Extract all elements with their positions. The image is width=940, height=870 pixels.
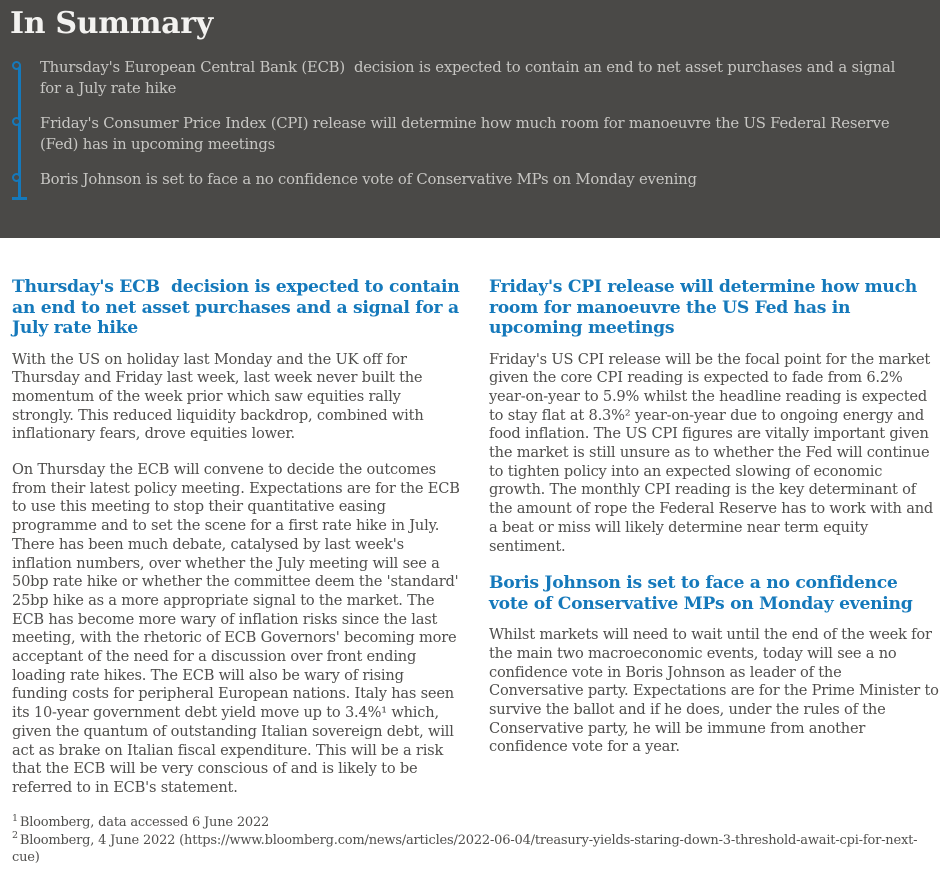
footnote-2	[12, 832, 930, 867]
footnote-marker: 2	[12, 830, 18, 842]
right-column	[489, 277, 939, 815]
section-heading-ecb: Thursday's ECB decision is expected to contain an end to net asset purchases and a signal for a July rate hike	[12, 277, 460, 338]
summary-band	[0, 0, 940, 238]
footnote-marker: 1	[12, 812, 18, 824]
footnotes	[12, 814, 930, 867]
left-column	[12, 277, 462, 815]
timeline-end-cap	[12, 197, 27, 200]
paragraph: Friday's US CPI release will be the focal point for the market given the core CPI reading is expected to fade from 6.2% year-on-year to 5.9% whilst the headline reading is expected to stay flat at 8.3%² year-on-year due to ongoing energy and food inflation. The US CPI figures are vitally important given the market is still unsure as to whether the Fed will continue to tighten policy into an expected slowing of economic growth. The monthly CPI reading is the key determinant of the amount of rope the Federal Reserve has to work with and a beat or miss will likely determine near term equity sentiment.	[489, 350, 934, 555]
article-body	[0, 238, 940, 815]
summary-bullet-text: Friday's Consumer Price Index (CPI) release will determine how much room for manoeuvre the US Federal Reserve (Fed) has in upcoming meetings	[40, 115, 890, 153]
summary-timeline	[10, 57, 910, 200]
section-heading-boris-johnson: Boris Johnson is set to face a no confidence vote of Conservative MPs on Monday evening	[489, 573, 913, 614]
summary-bullet-item	[40, 169, 908, 190]
summary-bullet-list	[40, 57, 910, 190]
paragraph: Whilst markets will need to wait until the end of the week for the main two macroeconomic events, today will see a no confidence vote in Boris Johnson as leader of the Conversative party. Expectations are for the Prime Minister to survive the ballot and if he does, under the rules of the Conservative party, he will be immune from another confidence vote for a year.	[489, 626, 939, 756]
footnote-text: Bloomberg, 4 June 2022 (https://www.bloomberg.com/news/articles/2022-06-04/treasury-yields-staring-down-3-threshold-await-cpi-for-next-cue)	[12, 832, 918, 865]
footnote-text: Bloomberg, data accessed 6 June 2022	[19, 815, 270, 830]
footnote-1	[12, 814, 930, 832]
timeline-dot-icon	[12, 61, 21, 70]
section-heading-cpi: Friday's CPI release will determine how much room for manoeuvre the US Fed has in upcoming meetings	[489, 277, 917, 338]
timeline-dot-icon	[12, 173, 21, 182]
summary-bullet-item	[40, 113, 908, 155]
summary-bullet-text: Thursday's European Central Bank (ECB) decision is expected to contain an end to net asset purchases and a signal for a July rate hike	[40, 59, 896, 97]
timeline-dot-icon	[12, 117, 21, 126]
paragraph: With the US on holiday last Monday and the UK off for Thursday and Friday last week, last week never built the momentum of the week prior which saw equities rally strongly. This reduced liquidity backdrop, combined with inflationary fears, drove equities lower.	[12, 350, 424, 443]
summary-bullet-item	[40, 57, 908, 99]
page-title: In Summary	[10, 6, 213, 41]
paragraph: On Thursday the ECB will convene to decide the outcomes from their latest policy meeting. Expectations are for the ECB to use this meeting to stop their quantitative easing programme and to set the scene for a first rate hike in July. There has been much debate, catalysed by last week's inflation numbers, over whether the July meeting will see a 50bp rate hike or whether the committee deem the 'standard' 25bp hike as a more appropriate signal to the market. The ECB has become more wary of inflation risks since the last meeting, with the rhetoric of ECB Governors' becoming more acceptant of the need for a discussion over front ending loading rate hikes. The ECB will also be wary of rising funding costs for peripheral European nations. Italy has seen its 10-year government debt yield move up to 3.4%¹ which, given the quantum of outstanding Italian sovereign debt, will act as brake on Italian fiscal expenditure. This will be a risk that the ECB will be very conscious of and is likely to be referred to in ECB's statement.	[12, 461, 460, 796]
summary-bullet-text: Boris Johnson is set to face a no confidence vote of Conservative MPs on Monday evening	[40, 171, 697, 188]
